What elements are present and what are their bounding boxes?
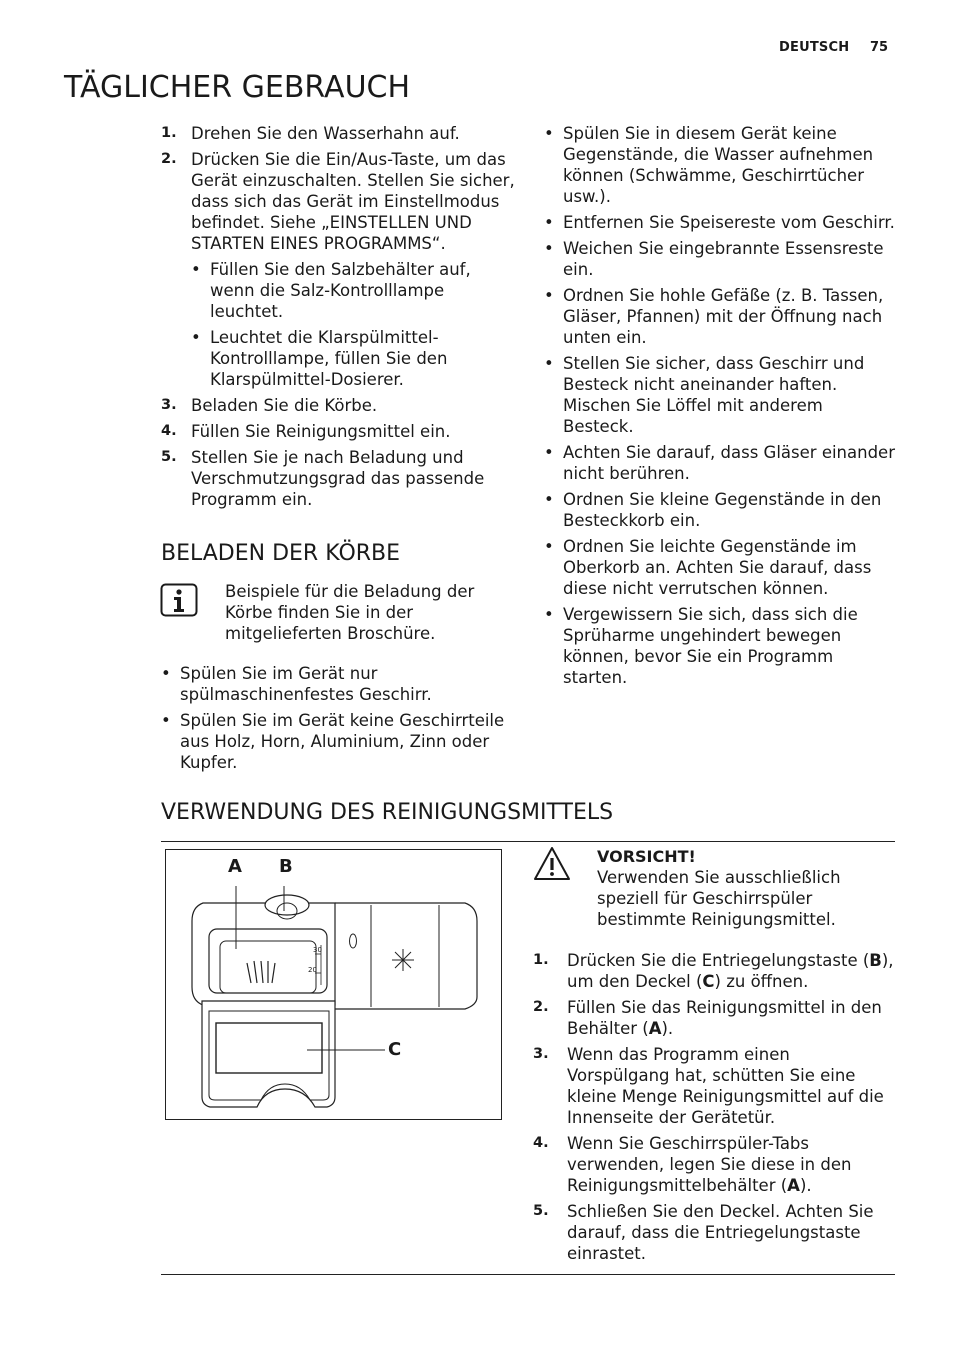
step-text: Stellen Sie je nach Beladung und Verschmutzungsgrad das passende Programm ein. xyxy=(191,448,485,509)
step-item xyxy=(533,997,895,1039)
bullet-text: Spülen Sie im Gerät nur spülmaschinenfestes Geschirr. xyxy=(180,664,432,704)
section-divider-top xyxy=(161,841,895,842)
step-text-part: ) zu öffnen. xyxy=(714,972,809,991)
bullet-text: Ordnen Sie leichte Gegenstände im Oberkorb an. Achten Sie darauf, dass diese nicht verrutschen können. xyxy=(563,537,872,598)
step-item xyxy=(533,1133,895,1196)
step-text-part: Füllen Sie das Reinigungsmittel in den Behälter ( xyxy=(567,998,882,1038)
step-number: 4. xyxy=(161,423,177,439)
step-item xyxy=(161,123,516,144)
step-item xyxy=(161,395,516,416)
step-text xyxy=(567,951,894,991)
page-title: TÄGLICHER GEBRAUCH xyxy=(64,70,411,105)
bullet-item xyxy=(544,285,897,348)
step-text: Schließen Sie den Deckel. Achten Sie darauf, dass die Entriegelungstaste einrastet. xyxy=(567,1202,874,1263)
bullet-dot: • xyxy=(544,490,554,509)
bullet-text: Vergewissern Sie sich, dass sich die Sprüharme ungehindert bewegen können, bevor Sie ein Programm starten. xyxy=(563,605,858,687)
step-text-part: ). xyxy=(799,1176,812,1195)
bullet-item xyxy=(544,604,897,688)
caution-title: VORSICHT! xyxy=(597,847,696,866)
bullet-text: Spülen Sie im Gerät keine Geschirrteile aus Holz, Horn, Aluminium, Zinn oder Kupfer. xyxy=(180,711,505,772)
bullet-item xyxy=(544,536,897,599)
figure-label-a: A xyxy=(228,856,242,877)
scale-mark-30: 30 xyxy=(313,946,322,954)
sub-bullet-text: Leuchtet die Klarspülmittel-Kontrolllampe, füllen Sie den Klarspülmittel-Dosierer. xyxy=(210,328,448,389)
caution-text: Verwenden Sie ausschließlich speziell für Geschirrspüler bestimmte Reinigungsmittel. xyxy=(597,868,841,929)
step-text xyxy=(567,998,882,1038)
bullet-dot: • xyxy=(161,711,171,730)
step-text: Drehen Sie den Wasserhahn auf. xyxy=(191,124,460,143)
step-text-part: Wenn Sie Geschirrspüler-Tabs verwenden, legen Sie diese in den Reinigungsmittelbehälter ( xyxy=(567,1134,852,1195)
bullet-text: Weichen Sie eingebrannte Essensreste ein. xyxy=(563,239,884,279)
bullet-dot: • xyxy=(161,664,171,683)
bullet-dot: • xyxy=(544,443,554,462)
step-text-part: Drücken Sie die Entriegelungstaste ( xyxy=(567,951,870,970)
bullet-dot: • xyxy=(191,260,201,279)
step-sublist xyxy=(191,259,516,390)
step-item xyxy=(161,149,516,390)
step-number: 2. xyxy=(161,151,177,167)
bullet-text: Entfernen Sie Speisereste vom Geschirr. xyxy=(563,213,895,232)
bullet-dot: • xyxy=(544,286,554,305)
steps-list xyxy=(161,123,516,515)
bullet-dot: • xyxy=(544,537,554,556)
step-number: 4. xyxy=(533,1135,549,1151)
bullet-dot: • xyxy=(544,213,554,232)
baskets-right-list xyxy=(544,123,897,693)
bullet-item xyxy=(544,123,897,207)
bullet-text: Spülen Sie in diesem Gerät keine Gegenstände, die Wasser aufnehmen können (Schwämme, Geschirrtücher usw.). xyxy=(563,124,874,206)
figure-label-c: C xyxy=(388,1039,402,1060)
step-item xyxy=(533,1201,895,1264)
step-number: 1. xyxy=(533,952,549,968)
step-number: 1. xyxy=(161,125,177,141)
bullet-dot: • xyxy=(544,124,554,143)
warning-icon xyxy=(533,846,571,886)
bullet-dot: • xyxy=(191,328,201,347)
step-text: Beladen Sie die Körbe. xyxy=(191,396,378,415)
bullet-item xyxy=(544,442,897,484)
ref-letter: A xyxy=(787,1176,800,1195)
bullet-text: Ordnen Sie hohle Gefäße (z. B. Tassen, Gläser, Pfannen) mit der Öffnung nach unten ein. xyxy=(563,286,884,347)
bullet-item xyxy=(161,710,516,773)
baskets-heading: BELADEN DER KÖRBE xyxy=(161,541,401,566)
bullet-dot: • xyxy=(544,354,554,373)
step-item xyxy=(533,950,895,992)
step-item xyxy=(533,1044,895,1128)
ref-letter: B xyxy=(869,951,882,970)
step-number: 2. xyxy=(533,999,549,1015)
step-text: Drücken Sie die Ein/Aus-Taste, um das Gerät einzuschalten. Stellen Sie sicher, dass sich das Gerät im Einstellmodus befindet. Siehe „EINSTELLEN UND STARTEN EINES PROGRAMMS“. xyxy=(191,150,515,253)
bullet-item xyxy=(544,212,897,233)
step-item xyxy=(161,421,516,442)
step-text: Wenn das Programm einen Vorspülgang hat, schütten Sie eine kleine Menge Reinigungsmittel auf die Innenseite der Gerätetür. xyxy=(567,1045,884,1127)
bullet-item xyxy=(161,663,516,705)
page-number: 75 xyxy=(870,40,889,55)
sub-bullet-text: Füllen Sie den Salzbehälter auf, wenn die Salz-Kontrolllampe leuchtet. xyxy=(210,260,471,321)
step-text: Füllen Sie Reinigungsmittel ein. xyxy=(191,422,451,441)
step-text-part: ). xyxy=(661,1019,674,1038)
figure-label-b: B xyxy=(279,856,293,877)
baskets-left-list xyxy=(161,663,516,778)
bullet-dot: • xyxy=(544,605,554,624)
bullet-text: Achten Sie darauf, dass Gläser einander nicht berühren. xyxy=(563,443,895,483)
dispenser-illustration xyxy=(165,849,502,1120)
detergent-dispenser-figure xyxy=(165,849,502,1120)
info-text: Beispiele für die Beladung der Körbe finden Sie in der mitgelieferten Broschüre. xyxy=(225,582,475,643)
step-number: 3. xyxy=(161,397,177,413)
caution-block xyxy=(597,846,892,930)
header-language: DEUTSCH xyxy=(779,40,850,55)
bullet-item xyxy=(544,353,897,437)
scale-mark-20: 20 xyxy=(308,966,317,974)
sub-bullet-item xyxy=(191,327,516,390)
sub-bullet-item xyxy=(191,259,516,322)
step-item xyxy=(161,447,516,510)
step-number: 5. xyxy=(533,1203,549,1219)
section-divider-bottom xyxy=(161,1274,895,1275)
bullet-dot: • xyxy=(544,239,554,258)
step-number: 3. xyxy=(533,1046,549,1062)
detergent-steps xyxy=(533,950,895,1269)
bullet-item xyxy=(544,489,897,531)
ref-letter: C xyxy=(702,972,715,991)
bullet-text: Stellen Sie sicher, dass Geschirr und Besteck nicht aneinander haften. Mischen Sie Löffel mit anderem Besteck. xyxy=(563,354,865,436)
info-icon xyxy=(160,583,198,621)
ref-letter: A xyxy=(648,1019,662,1038)
step-text xyxy=(567,1134,851,1195)
step-text-part: ), um den Deckel ( xyxy=(567,951,894,991)
detergent-heading: VERWENDUNG DES REINIGUNGSMITTELS xyxy=(161,800,614,825)
bullet-text: Ordnen Sie kleine Gegenstände in den Besteckkorb ein. xyxy=(563,490,882,530)
step-number: 5. xyxy=(161,449,177,465)
bullet-item xyxy=(544,238,897,280)
